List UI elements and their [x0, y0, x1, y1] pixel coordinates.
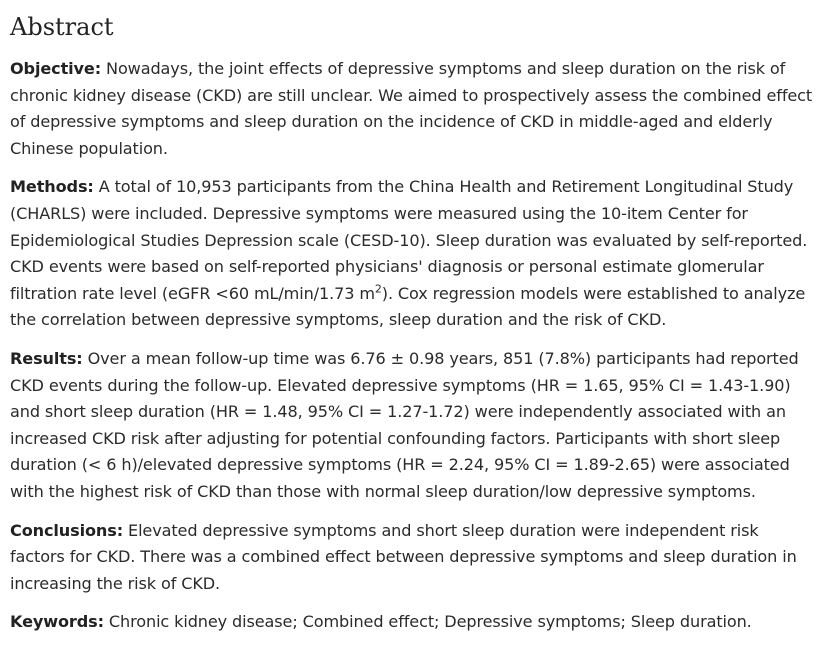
- results-paragraph: [10, 346, 814, 506]
- objective-text: Nowadays, the joint effects of depressive symptoms and sleep duration on the risk of chronic kidney disease (CKD) are still unclear. We aimed to prospectively assess the combined effect of depressive symptoms and sleep duration on the incidence of CKD in middle-aged and elderly Chinese population.: [10, 59, 813, 158]
- methods-paragraph: [10, 174, 814, 334]
- abstract-heading: Abstract: [10, 13, 114, 41]
- methods-text: A total of 10,953 participants from the China Health and Retirement Longitudinal Study (CHARLS) were included. Depressive symptoms were measured using the 10-item Center for Epidemiological Studies Depression scale (CESD-10). Sleep duration was evaluated by self-reported. CKD events were based on self-reported physicians' diagnosis or personal estimate glomerular filtration rate level (eGFR <60 mL/min/1.73 m: [10, 177, 808, 303]
- keywords-text: Chronic kidney disease; Combined effect; Depressive symptoms; Sleep duration.: [108, 612, 752, 632]
- conclusions-paragraph: [10, 518, 814, 598]
- methods-label: Methods:: [10, 177, 94, 197]
- objective-paragraph: [10, 56, 814, 162]
- results-label: Results:: [10, 348, 83, 368]
- results-text: Over a mean follow-up time was 6.76 ± 0.98 years, 851 (7.8%) participants had reported CKD events during the follow-up. Elevated depressive symptoms (HR = 1.65, 95% CI = 1.43-1.90) and short sleep duration (HR = 1.48, 95% CI = 1.27-1.72) were independently associated with an increased CKD risk after adjusting for potential confounding factors. Participants with short sleep duration (< 6 h)/elevated depressive symptoms (HR = 2.24, 95% CI = 1.89-2.65) were associated with the highest risk of CKD than those with normal sleep duration/low depressive symptoms.: [10, 348, 799, 501]
- keywords-label: Keywords:: [10, 612, 104, 632]
- conclusions-text: Elevated depressive symptoms and short sleep duration were independent risk factors for CKD. There was a combined effect between depressive symptoms and sleep duration in increasing the risk of CKD.: [10, 520, 797, 593]
- keywords-paragraph: [10, 609, 814, 636]
- objective-label: Objective:: [10, 59, 102, 78]
- methods-text-end: ). Cox regression models were established to analyze the correlation between depressive symptoms, sleep duration and the risk of CKD.: [10, 283, 806, 330]
- conclusions-label: Conclusions:: [10, 520, 124, 540]
- methods-superscript: 2: [374, 282, 382, 296]
